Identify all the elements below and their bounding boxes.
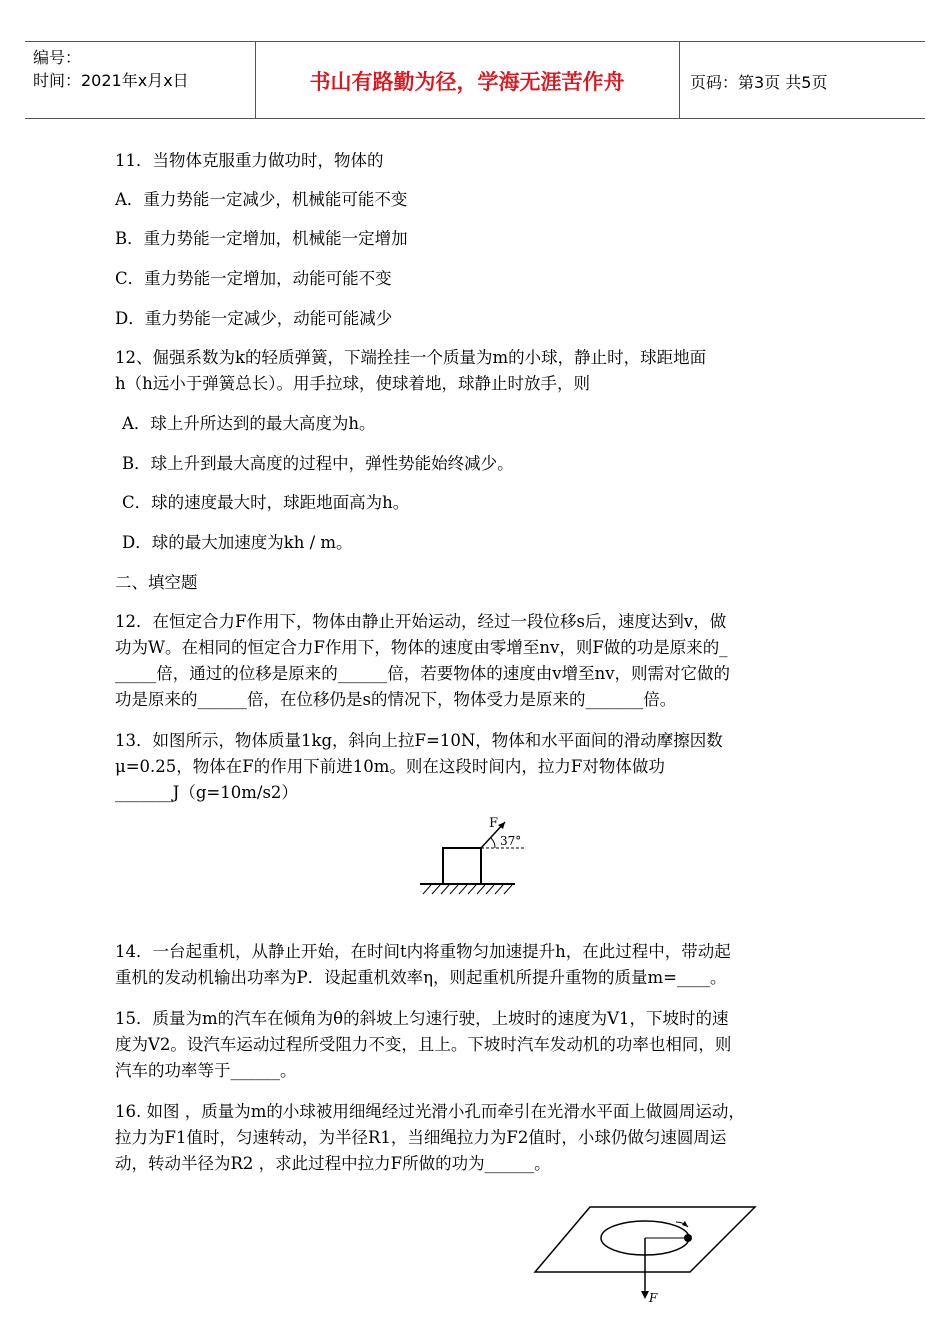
- pull-force-label: F: [649, 1291, 658, 1305]
- q16-line2: 拉力为F1值时，匀速转动，为半径R1，当细绳拉力为F2值时，小球仍做匀速圆周运: [115, 1128, 727, 1147]
- q15-line1: 15．质量为m的汽车在倾角为θ的斜坡上匀速行驶，上坡时的速度为V1，下坡时的速: [115, 1009, 729, 1028]
- angle-label: 37°: [500, 834, 522, 848]
- force-label: F: [489, 816, 499, 831]
- pull-arrowhead: [641, 1291, 649, 1299]
- rotation-arrowhead: [682, 1221, 688, 1227]
- q15-line2: 度为V2。设汽车运动过程所受阻力不变，且上。下坡时汽车发动机的功率也相同，则: [115, 1035, 732, 1054]
- q16-line1: 16. 如图 ，质量为m的小球被用细绳经过光滑小孔而牵引在光滑水平面上做圆周运动，: [115, 1102, 745, 1121]
- q14-line1: 14．一台起重机，从静止开始，在时间t内将重物匀加速提升h，在此过程中，带动起: [115, 942, 731, 961]
- q13-line2: μ=0.25，物体在F的作用下前进10m。则在这段时间内，拉力F对物体做功: [115, 757, 665, 776]
- q12a-option-c: C．球的速度最大时，球距地面高为h。: [122, 493, 410, 512]
- header-code-label: 编号：: [33, 48, 82, 67]
- header-time-label: 时间：2021年x月x日: [33, 71, 189, 90]
- q16-line3: 动，转动半径为R2 ，求此过程中拉力F所做的功为______。: [115, 1154, 551, 1173]
- q11-option-c: C．重力势能一定增加，动能可能不变: [115, 269, 392, 288]
- header-bottom-rule: [25, 118, 925, 119]
- q12a-option-a: A．球上升所达到的最大高度为h。: [122, 414, 376, 433]
- q11-stem: 11．当物体克服重力做功时，物体的: [115, 151, 384, 170]
- q12b-line1: 12．在恒定合力F作用下，物体由静止开始运动，经过一段位移s后，速度达到v，做: [115, 612, 727, 631]
- q12b-line3: _____倍，通过的位移是原来的______倍，若要物体的速度由v增至nv，则需对它做的: [115, 664, 731, 683]
- q13-line1: 13．如图所示，物体质量1kg，斜向上拉F=10N，物体和水平面间的滑动摩擦因数: [115, 731, 723, 750]
- q12a-stem-line2: h（h远小于弹簧总长）。用手拉球，使球着地，球静止时放手，则: [115, 374, 591, 393]
- ball: [684, 1234, 692, 1242]
- header-motto: 书山有路勤为径，学海无涯苦作舟: [309, 70, 625, 94]
- angle-arc: [491, 838, 495, 848]
- q11-option-d: D．重力势能一定减少，动能可能减少: [115, 309, 393, 328]
- q12a-option-d: D．球的最大加速度为kh / m。: [122, 533, 353, 552]
- q15-line3: 汽车的功率等于______。: [115, 1061, 297, 1080]
- q12b-line4: 功是原来的______倍，在位移仍是s的情况下，物体受力是原来的_______倍。: [115, 690, 677, 709]
- block: [443, 848, 481, 884]
- section-title-fill-blank: 二、填空题: [115, 573, 198, 592]
- q16-circular-motion-diagram: [530, 1205, 760, 1305]
- header-top-rule: [25, 41, 925, 42]
- header-divider-right: [679, 41, 680, 118]
- header-page-label: 页码：第3页 共5页: [690, 73, 828, 92]
- q12a-stem-line1: 12、倔强系数为k的轻质弹簧，下端拴挂一个质量为m的小球，静止时，球距地面: [115, 348, 707, 367]
- q14-line2: 重机的发动机输出功率为P．设起重机效率η，则起重机所提升重物的质量m=____。: [115, 968, 727, 987]
- q13-line3: _______J（g=10m/s2）: [115, 783, 298, 802]
- q11-option-b: B．重力势能一定增加，机械能一定增加: [115, 229, 408, 248]
- ground-hatching: [423, 885, 512, 894]
- q12b-line2: 功为W。在相同的恒定合力F作用下，物体的速度由零增至nv，则F做的功是原来的_: [115, 638, 728, 657]
- q11-option-a: A．重力势能一定减少，机械能可能不变: [115, 190, 408, 209]
- q13-block-diagram: [415, 808, 535, 900]
- q12a-option-b: B．球上升到最大高度的过程中，弹性势能始终减少。: [122, 454, 514, 473]
